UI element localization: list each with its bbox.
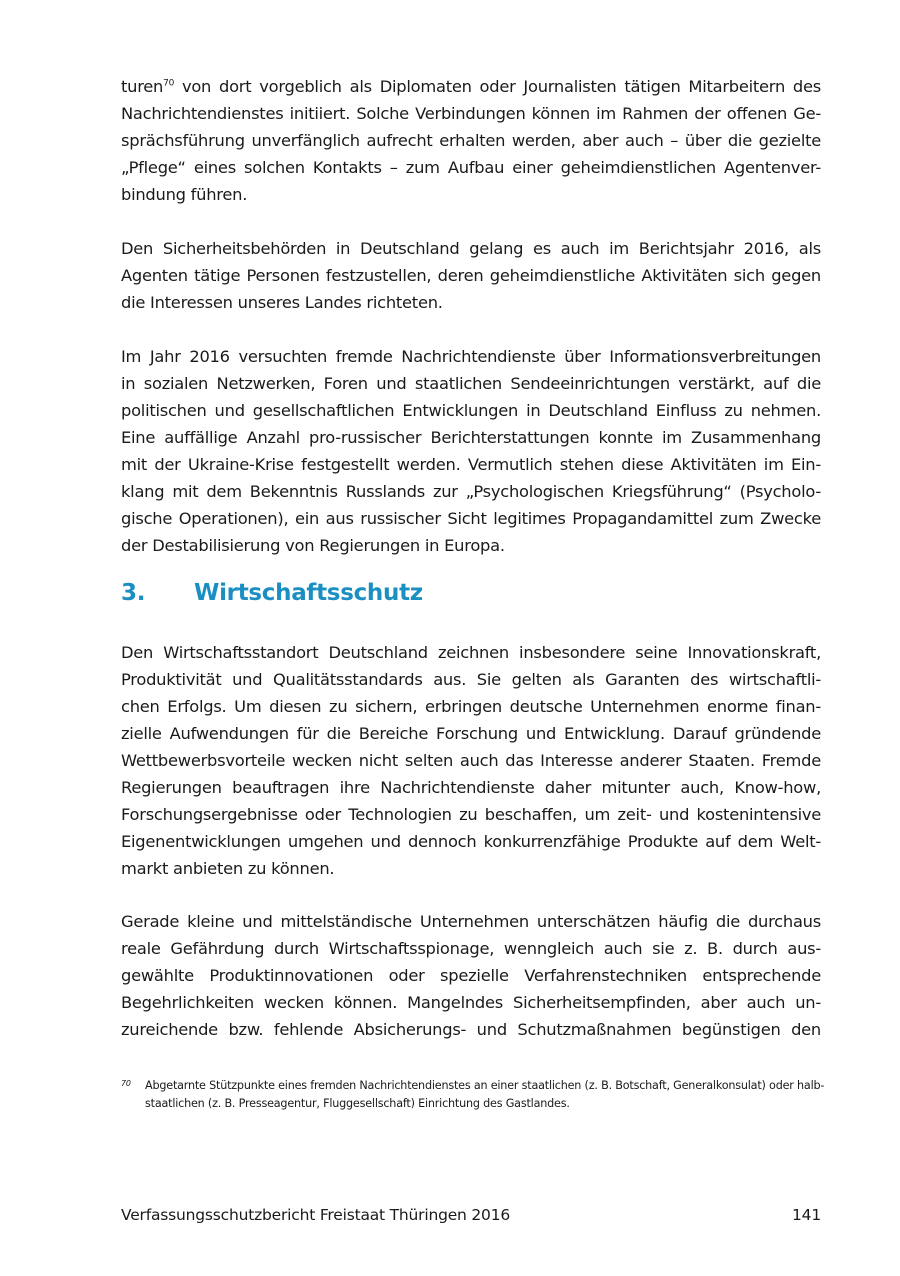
paragraph-line: turen$^{70}$ von dort vorgeblich als Diplomaten oder Journalisten tätigen Mitarbeitern des [121, 77, 821, 96]
page-number: 141 [792, 1206, 821, 1224]
paragraph-line: chen Erfolgs. Um diesen zu sichern, erbringen deutsche Unternehmen enorme finan- [121, 697, 821, 716]
footnote-reference[interactable]: 70 [163, 78, 175, 89]
paragraph-line: gische Operationen), ein aus russischer Sicht legitimes Propagandamittel zum Zwecke [121, 509, 821, 528]
paragraph-line: zureichende bzw. fehlende Absicherungs- und Schutzmaßnahmen begünstigen den [121, 1020, 821, 1039]
paragraph-line: Agenten tätige Personen festzustellen, deren geheimdienstliche Aktivitäten sich gegen [121, 266, 821, 285]
paragraph-line: „Pflege“ eines solchen Kontakts – zum Aufbau einer geheimdienstlichen Agentenver- [121, 158, 821, 177]
paragraph-line: die Interessen unseres Landes richteten. [121, 293, 443, 312]
paragraph-2 [121, 235, 821, 316]
paragraph-line: Begehrlichkeiten wecken können. Mangelndes Sicherheitsempfinden, aber auch un- [121, 993, 821, 1012]
paragraph-line: reale Gefährdung durch Wirtschaftsspionage, wenngleich auch sie z. B. durch aus- [121, 939, 821, 958]
paragraph-line: Produktivität und Qualitätsstandards aus. Sie gelten als Garanten des wirtschaftli- [121, 670, 821, 689]
footnote [121, 1077, 825, 1113]
paragraph-4 [121, 639, 821, 882]
footnote-line: Abgetarnte Stützpunkte eines fremden Nachrichtendienstes an einer staatlichen (z. B. Botschaft, Generalkonsulat) oder halb- [145, 1079, 825, 1092]
paragraph-line: Im Jahr 2016 versuchten fremde Nachrichtendienste über Informationsverbreitungen [121, 347, 821, 366]
paragraph-line: Regierungen beauftragen ihre Nachrichtendienste daher mitunter auch, Know-how, [121, 778, 821, 797]
footnote-line: staatlichen (z. B. Presseagentur, Fluggesellschaft) Einrichtung des Gastlandes. [145, 1097, 570, 1110]
paragraph-line: gewählte Produktinnovationen oder spezielle Verfahrenstechniken entsprechende [121, 966, 821, 985]
paragraph-line: markt anbieten zu können. [121, 859, 335, 878]
paragraph-line: klang mit dem Bekenntnis Russlands zur „Psychologischen Kriegsführung“ (Psycholo- [121, 482, 821, 501]
paragraph-5 [121, 908, 821, 1043]
paragraph-line: der Destabilisierung von Regierungen in Europa. [121, 536, 505, 555]
paragraph-line: sprächsführung unverfänglich aufrecht erhalten werden, aber auch – über die gezielte [121, 131, 821, 150]
section-title: Wirtschaftsschutz [194, 580, 423, 606]
footnote-text [145, 1077, 825, 1113]
paragraph-line: Eigenentwicklungen umgehen und dennoch konkurrenzfähige Produkte auf dem Welt- [121, 832, 821, 851]
paragraph-line: Gerade kleine und mittelständische Unternehmen unterschätzen häufig die durchaus [121, 912, 821, 931]
paragraph-line: Wettbewerbsvorteile wecken nicht selten auch das Interesse anderer Staaten. Fremde [121, 751, 821, 770]
paragraph-line: mit der Ukraine-Krise festgestellt werden. Vermutlich stehen diese Aktivitäten im Ein- [121, 455, 821, 474]
paragraph-line: bindung führen. [121, 185, 248, 204]
paragraph-line: in sozialen Netzwerken, Foren und staatlichen Sendeeinrichtungen verstärkt, auf die [121, 374, 821, 393]
paragraph-line: Forschungsergebnisse oder Technologien zu beschaffen, um zeit- und kostenintensive [121, 805, 821, 824]
footer-title: Verfassungsschutzbericht Freistaat Thüringen 2016 [121, 1206, 511, 1224]
paragraph-line: Den Wirtschaftsstandort Deutschland zeichnen insbesondere seine Innovationskraft, [121, 643, 821, 662]
paragraph-line: Eine auffällige Anzahl pro-russischer Berichterstattungen konnte im Zusammenhang [121, 428, 821, 447]
paragraph-line: zielle Aufwendungen für die Bereiche Forschung und Entwicklung. Darauf gründende [121, 724, 821, 743]
paragraph-3 [121, 343, 821, 559]
footnote-number: 70 [121, 1079, 131, 1088]
paragraph-line: politischen und gesellschaftlichen Entwicklungen in Deutschland Einfluss zu nehmen. [121, 401, 821, 420]
paragraph-line: Den Sicherheitsbehörden in Deutschland gelang es auch im Berichtsjahr 2016, als [121, 239, 821, 258]
section-number: 3. [121, 580, 146, 606]
paragraph-line: Nachrichtendienstes initiiert. Solche Verbindungen können im Rahmen der offenen Ge- [121, 104, 821, 123]
paragraph-1 [121, 73, 821, 208]
